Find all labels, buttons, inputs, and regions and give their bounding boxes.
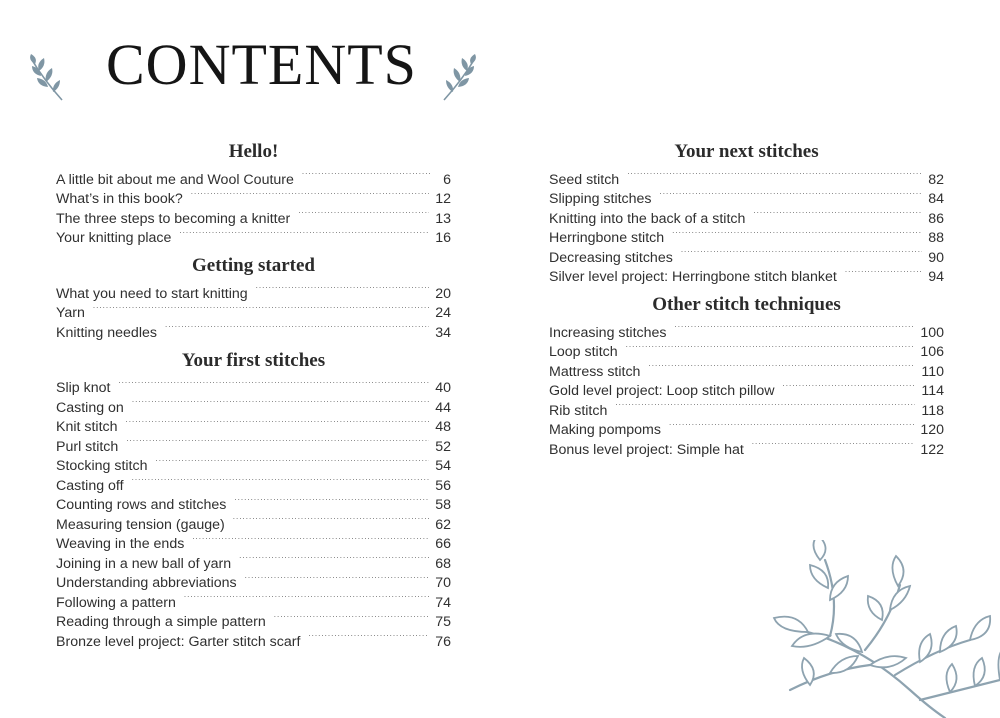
entry-title: Bonus level project: Simple hat (549, 441, 744, 458)
entry-page-number: 120 (920, 422, 944, 438)
left-sprig-icon (26, 54, 66, 104)
dot-leader (669, 415, 914, 435)
entry-page-number: 84 (928, 191, 944, 207)
right-sprig-icon (440, 54, 480, 104)
entry-title: Decreasing stitches (549, 249, 673, 266)
dot-leader (245, 568, 430, 588)
entry-title: Gold level project: Loop stitch pillow (549, 383, 775, 399)
dot-leader (93, 298, 429, 318)
entry-title: Following a pattern (56, 594, 176, 611)
dot-leader (308, 626, 429, 646)
entry-list (56, 164, 451, 246)
entry-title: A little bit about me and Wool Couture (56, 171, 294, 188)
dot-leader (274, 607, 429, 627)
entry-page-number: 13 (435, 210, 451, 227)
entry-title: Slipping stitches (549, 191, 652, 207)
dot-leader (165, 317, 429, 337)
entry-title: Reading through a simple pattern (56, 614, 266, 630)
toc-left-column (56, 140, 451, 658)
entry-page-number: 118 (921, 402, 944, 419)
dot-leader (118, 373, 429, 393)
dot-leader (627, 164, 922, 184)
toc-entry[interactable] (549, 317, 944, 341)
entry-title: Making pompoms (549, 422, 661, 438)
entry-page-number: 106 (920, 344, 944, 360)
dot-leader (752, 434, 915, 454)
entry-page-number: 114 (921, 383, 944, 399)
entry-title: Increasing stitches (549, 324, 667, 341)
toc-section-your-next-stitches (549, 140, 944, 285)
entry-page-number: 86 (928, 210, 944, 227)
toc-entry[interactable] (56, 278, 451, 302)
entry-title: Casting off (56, 477, 124, 494)
dot-leader (783, 376, 916, 396)
dot-leader (681, 242, 922, 262)
entry-page-number: 76 (435, 633, 451, 650)
entry-title: Measuring tension (gauge) (56, 516, 225, 533)
entry-title: What you need to start knitting (56, 285, 248, 302)
entry-title: Silver level project: Herringbone stitch blanket (549, 269, 837, 285)
section-heading: Hello! (228, 141, 279, 162)
entry-list (549, 164, 944, 285)
entry-page-number: 88 (928, 230, 944, 246)
dot-leader (132, 470, 430, 490)
entry-page-number: 16 (435, 230, 451, 246)
dot-leader (132, 392, 429, 412)
toc-entry[interactable] (56, 373, 451, 396)
dot-leader (626, 337, 915, 357)
entry-page-number: 100 (920, 324, 944, 341)
entry-title: Stocking stitch (56, 458, 148, 474)
toc-section-getting-started (56, 254, 451, 341)
entry-page-number: 75 (435, 614, 451, 630)
dot-leader (753, 203, 922, 223)
toc-entry[interactable] (56, 164, 451, 188)
dot-leader (675, 317, 915, 337)
dot-leader (302, 164, 431, 184)
entry-page-number: 20 (435, 285, 451, 302)
dot-leader (239, 548, 429, 568)
entry-title: Knit stitch (56, 419, 118, 435)
entry-title: Rib stitch (549, 402, 608, 419)
entry-page-number: 68 (435, 555, 451, 572)
section-heading: Other stitch techniques (652, 294, 841, 315)
dot-leader (191, 184, 430, 204)
dot-leader (192, 529, 429, 549)
entry-title: Knitting needles (56, 324, 157, 341)
entry-page-number: 24 (435, 305, 451, 321)
toc-section-your-first-stitches (56, 349, 451, 650)
toc-entry[interactable] (56, 298, 451, 321)
entry-page-number: 34 (435, 324, 451, 341)
section-heading: Your next stitches (674, 141, 819, 162)
entry-title: Knitting into the back of a stitch (549, 210, 746, 227)
dot-leader (298, 203, 429, 223)
entry-page-number: 44 (435, 399, 451, 416)
entry-page-number: 40 (435, 380, 451, 396)
entry-title: Your knitting place (56, 230, 172, 246)
toc-entry[interactable] (549, 164, 944, 188)
dot-leader (234, 490, 429, 510)
entry-title: What’s in this book? (56, 191, 183, 207)
entry-title: Bronze level project: Garter stitch scarf (56, 633, 301, 650)
entry-page-number: 90 (928, 249, 944, 266)
entry-title: Loop stitch (549, 344, 618, 360)
entry-list (56, 278, 451, 341)
dot-leader (845, 262, 922, 282)
entry-title: Slip knot (56, 380, 111, 396)
toc-section-other-stitch-techniques (549, 293, 944, 458)
dot-leader (126, 431, 429, 451)
section-heading: Your first stitches (181, 349, 326, 371)
entry-page-number: 94 (928, 269, 944, 285)
entry-title: Weaving in the ends (56, 536, 185, 552)
entry-title: Purl stitch (56, 438, 119, 455)
entry-page-number: 82 (928, 171, 944, 188)
entry-page-number: 54 (435, 458, 451, 474)
entry-title: Understanding abbreviations (56, 575, 237, 591)
entry-page-number: 58 (435, 497, 451, 513)
entry-title: Joining in a new ball of yarn (56, 555, 232, 572)
entry-page-number: 62 (435, 516, 451, 533)
entry-list (56, 373, 451, 650)
dot-leader (615, 395, 915, 415)
dot-leader (672, 223, 922, 243)
page-title: CONTENTS (106, 32, 417, 97)
dot-leader (126, 412, 430, 432)
dot-leader (256, 278, 430, 298)
entry-list (549, 317, 944, 458)
entry-title: Herringbone stitch (549, 230, 665, 246)
entry-title: Yarn (56, 305, 85, 321)
section-heading: Getting started (192, 255, 315, 276)
entry-title: Counting rows and stitches (56, 497, 227, 513)
entry-page-number: 74 (435, 594, 451, 611)
entry-page-number: 122 (920, 441, 944, 458)
entry-page-number: 52 (435, 438, 451, 455)
entry-page-number: 6 (443, 171, 451, 188)
dot-leader (184, 587, 429, 607)
dot-leader (233, 509, 429, 529)
dot-leader (648, 356, 915, 376)
entry-title: The three steps to becoming a knitter (56, 210, 291, 227)
dot-leader (179, 223, 429, 243)
leaf-illustration-icon (770, 540, 1000, 718)
entry-page-number: 56 (435, 477, 451, 494)
entry-page-number: 70 (435, 575, 451, 591)
entry-page-number: 110 (921, 363, 944, 380)
entry-title: Seed stitch (549, 171, 620, 188)
dot-leader (660, 184, 923, 204)
entry-title: Mattress stitch (549, 363, 641, 380)
entry-title: Casting on (56, 399, 124, 416)
toc-section-hello (56, 140, 451, 246)
entry-page-number: 48 (435, 419, 451, 435)
toc-entry[interactable] (56, 317, 451, 341)
entry-page-number: 12 (435, 191, 451, 207)
toc-right-column (549, 140, 944, 466)
dot-leader (155, 451, 429, 471)
entry-page-number: 66 (435, 536, 451, 552)
